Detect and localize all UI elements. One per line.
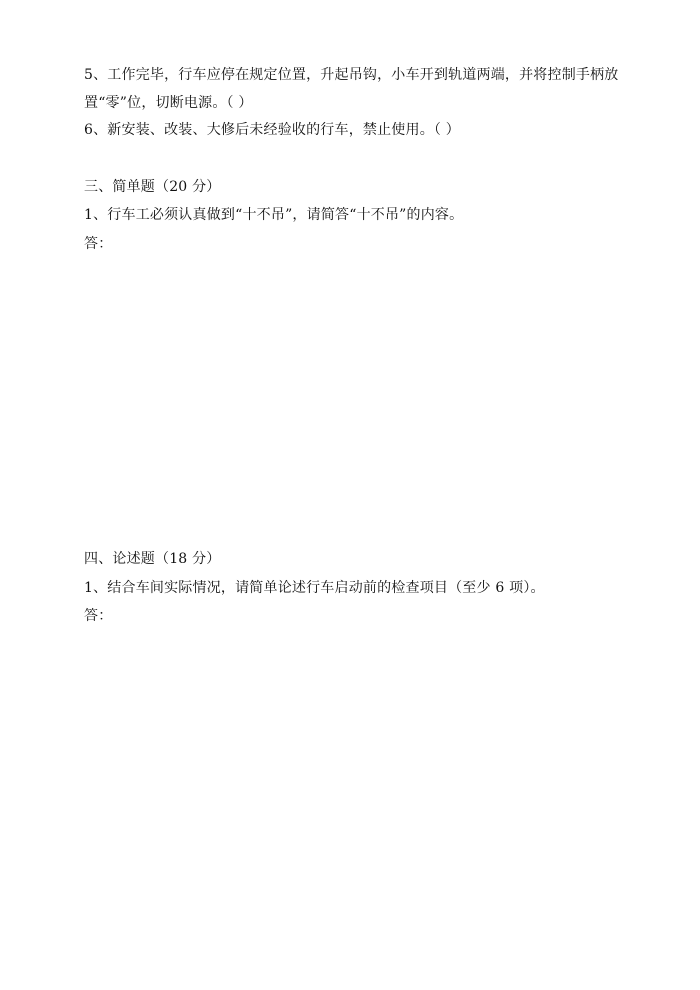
section-4-answer-label: 答： bbox=[84, 608, 113, 624]
judgement-question-5-line-2: 置“零”位，切断电源。（ ） bbox=[84, 95, 253, 111]
section-4-question-1: 1、结合车间实际情况，请简单论述行车启动前的检查项目（至少 6 项）。 bbox=[84, 580, 545, 596]
section-3-answer-area[interactable] bbox=[84, 258, 624, 538]
section-4-heading: 四、论述题（18 分） bbox=[84, 551, 221, 567]
section-4-answer-area[interactable] bbox=[84, 630, 624, 960]
judgement-question-6: 6、新安装、改装、大修后未经验收的行车，禁止使用。（ ） bbox=[84, 122, 460, 138]
judgement-question-5-line-1: 5、工作完毕，行车应停在规定位置，升起吊钩，小车开到轨道两端，并将控制手柄放 bbox=[84, 67, 619, 83]
section-3-question-1: 1、行车工必须认真做到“十不吊”，请简答“十不吊”的内容。 bbox=[84, 207, 464, 223]
section-3-heading: 三、简单题（20 分） bbox=[84, 179, 221, 195]
section-3-answer-label: 答： bbox=[84, 236, 113, 252]
